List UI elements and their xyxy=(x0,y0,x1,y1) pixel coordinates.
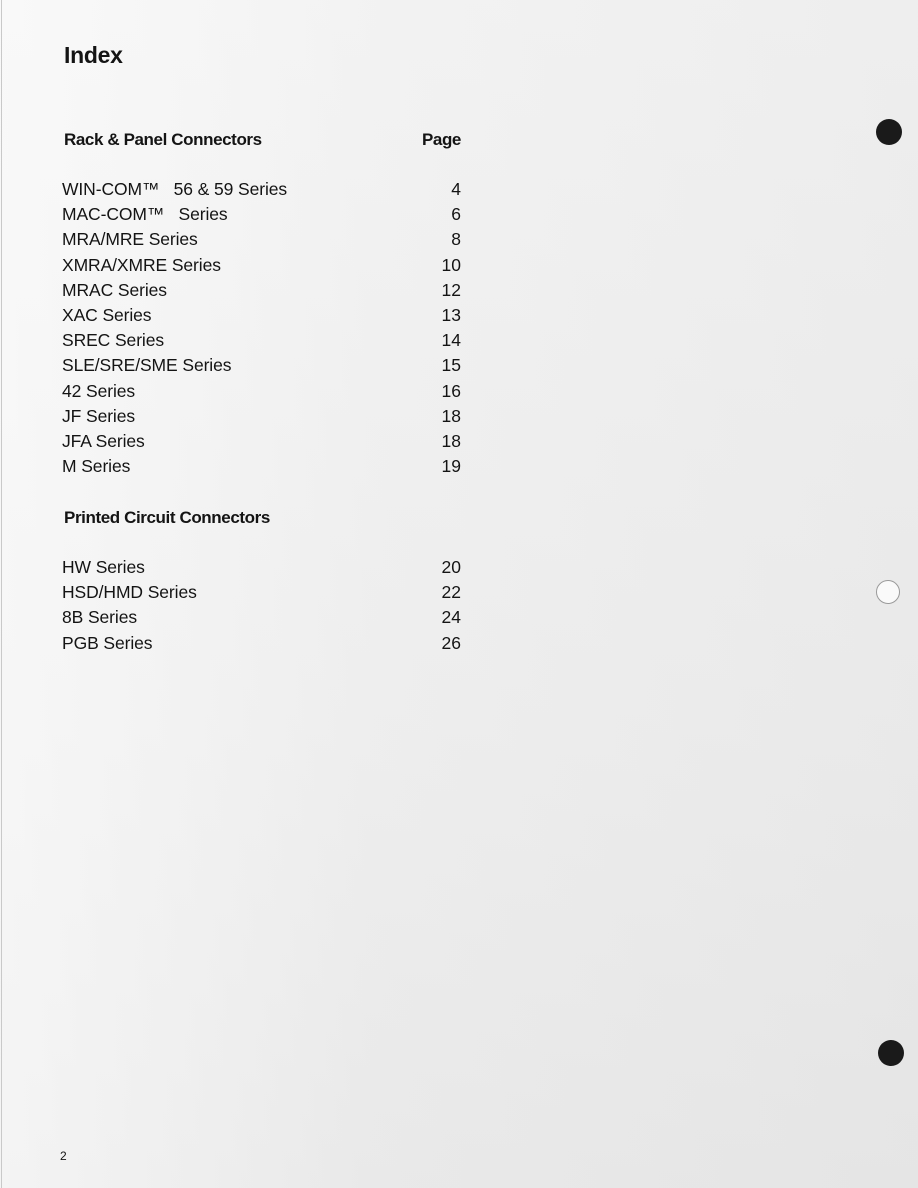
list-item xyxy=(62,605,461,630)
item-page: 18 xyxy=(441,430,461,451)
item-page: 19 xyxy=(441,456,461,477)
item-page: 20 xyxy=(441,557,461,577)
item-page: 16 xyxy=(441,380,461,401)
item-name: SREC Series xyxy=(62,330,164,351)
page-title: Index xyxy=(64,42,123,68)
list-item xyxy=(62,328,461,353)
item-page: 10 xyxy=(441,254,461,275)
item-page: 12 xyxy=(441,279,461,300)
item-name: MRA/MRE Series xyxy=(62,229,198,250)
list-item xyxy=(62,631,461,656)
item-page: 18 xyxy=(441,405,461,426)
list-item xyxy=(62,227,461,252)
item-name: HSD/HMD Series xyxy=(62,582,197,603)
section-title: Printed Circuit Connectors xyxy=(64,508,270,527)
punch-hole-icon xyxy=(876,580,900,604)
item-page: 22 xyxy=(441,582,461,603)
item-page: 24 xyxy=(441,607,461,628)
item-name: 42 Series xyxy=(62,380,136,401)
list-item xyxy=(62,303,461,328)
item-name: SLE/SRE/SME Series xyxy=(62,355,232,376)
index-list-rack-panel xyxy=(62,177,461,479)
item-page: 14 xyxy=(441,330,461,351)
item-name: XMRA/XMRE Series xyxy=(62,254,221,275)
item-name: M Series xyxy=(62,456,131,477)
item-name: 8B Series xyxy=(62,607,137,628)
list-item xyxy=(62,253,461,278)
page-column-header: Page xyxy=(421,130,461,149)
list-item xyxy=(62,353,461,378)
punch-hole-icon xyxy=(876,119,902,145)
item-name: XAC Series xyxy=(62,304,152,325)
page-edge xyxy=(1,0,2,1188)
list-item xyxy=(62,404,461,429)
list-item xyxy=(62,429,461,454)
item-page: 26 xyxy=(441,632,461,653)
list-item xyxy=(62,379,461,404)
item-name: JFA Series xyxy=(62,430,145,451)
section-title: Rack & Panel Connectors xyxy=(64,130,262,149)
list-item xyxy=(62,555,461,580)
list-item xyxy=(62,177,461,202)
page-number: 2 xyxy=(60,1149,67,1163)
item-page: 6 xyxy=(451,204,461,225)
item-name: HW Series xyxy=(62,557,145,577)
list-item xyxy=(62,580,461,605)
item-page: 15 xyxy=(441,355,461,376)
list-item xyxy=(62,454,461,479)
item-page: 13 xyxy=(441,304,461,325)
item-name: PGB Series xyxy=(62,632,153,653)
list-item xyxy=(62,278,461,303)
item-page: 8 xyxy=(451,229,461,250)
punch-hole-icon xyxy=(878,1040,904,1066)
item-name: MAC-COM™ Series xyxy=(62,204,228,225)
item-name: WIN-COM™ 56 & 59 Series xyxy=(62,179,288,199)
index-list-printed-circuit xyxy=(62,555,461,656)
item-page: 4 xyxy=(451,179,461,199)
item-name: JF Series xyxy=(62,405,136,426)
list-item xyxy=(62,202,461,227)
item-name: MRAC Series xyxy=(62,279,167,300)
